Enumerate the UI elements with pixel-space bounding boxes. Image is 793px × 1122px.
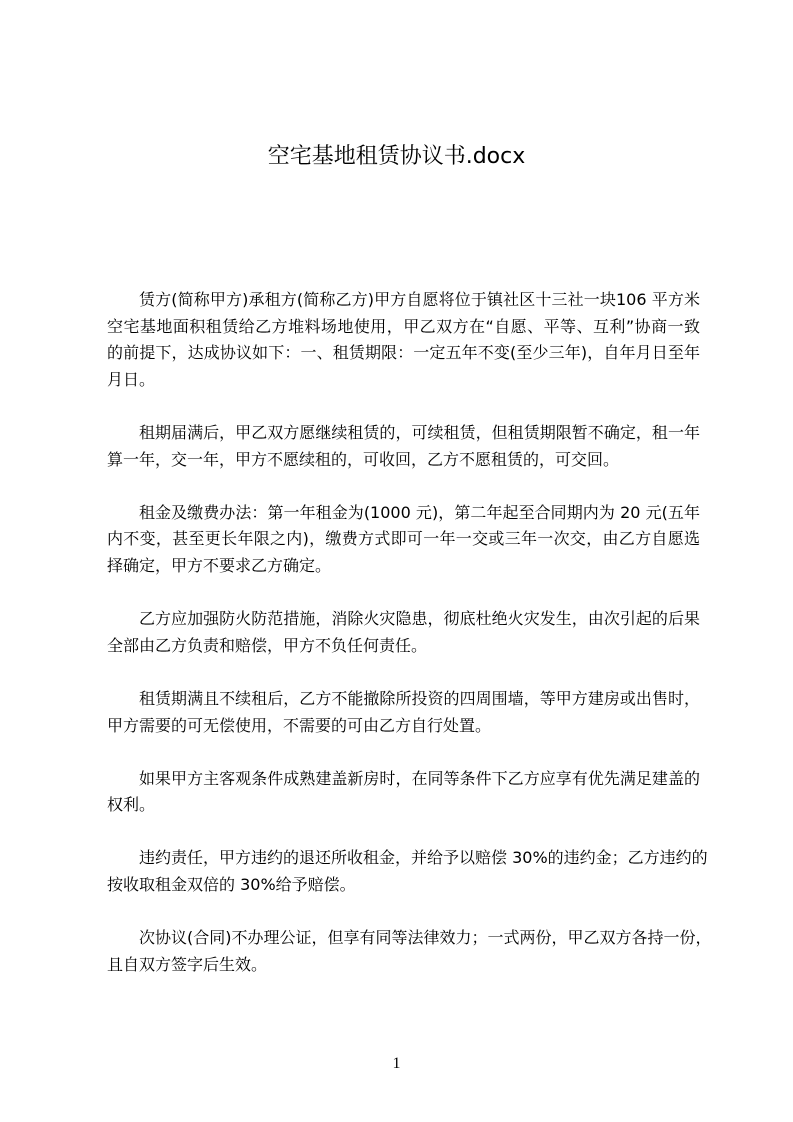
paragraph-renewal bbox=[107, 420, 700, 473]
paragraph-lease-terms bbox=[107, 287, 700, 393]
paragraph-validity bbox=[107, 925, 712, 978]
page-number: 1 bbox=[392, 1055, 401, 1072]
paragraph-line: 全部由乙方负责和赔偿，甲方不负任何责任。 bbox=[107, 635, 428, 655]
paragraph-line: 甲方需要的可无偿使用，不需要的可由乙方自行处置。 bbox=[107, 715, 492, 735]
paragraph-line: 乙方应加强防火防范措施，消除火灾隐患，彻底杜绝火灾发生，由次引起的后果 bbox=[139, 609, 700, 629]
paragraph-line: 按收取租金双倍的 30%给予赔偿。 bbox=[107, 875, 356, 895]
paragraph-line: 择确定，甲方不要求乙方确定。 bbox=[107, 555, 332, 575]
paragraph-line: 内不变，甚至更长年限之内)，缴费方式即可一年一交或三年一次交，由乙方自愿选 bbox=[107, 529, 700, 549]
paragraph-line: 租赁期满且不续租后，乙方不能撤除所投资的四周围墙，等甲方建房或出售时， bbox=[139, 688, 700, 708]
paragraph-rent-payment bbox=[107, 500, 700, 580]
paragraph-line: 权利。 bbox=[107, 795, 156, 815]
paragraph-line: 月日。 bbox=[107, 369, 156, 389]
paragraph-line: 租金及缴费办法：第一年租金为(1000 元)，第二年起至合同期内为 20 元(五年 bbox=[139, 502, 700, 522]
paragraph-line: 的前提下，达成协议如下：一、租赁期限：一定五年不变(至少三年)，自年月日至年 bbox=[107, 343, 700, 363]
paragraph-line: 违约责任，甲方违约的退还所收租金，并给予以赔偿 30%的违约金；乙方违约的 bbox=[139, 848, 708, 868]
paragraph-priority-rights bbox=[107, 766, 700, 819]
paragraph-line: 租期届满后，甲乙双方愿继续租赁的，可续租赁，但租赁期限暂不确定，租一年 bbox=[139, 422, 700, 442]
document-body bbox=[107, 287, 712, 1005]
paragraph-breach bbox=[107, 845, 708, 898]
paragraph-line: 且自双方签字后生效。 bbox=[107, 954, 268, 974]
paragraph-walls bbox=[107, 686, 700, 739]
paragraph-line: 空宅基地面积租赁给乙方堆料场地使用，甲乙双方在“自愿、平等、互利”协商一致 bbox=[107, 316, 700, 336]
document-title: 空宅基地租赁协议书.docx bbox=[267, 144, 526, 169]
paragraph-line: 次协议(合同)不办理公证，但享有同等法律效力；一式两份，甲乙双方各持一份， bbox=[139, 928, 712, 948]
paragraph-fire-safety bbox=[107, 606, 700, 659]
paragraph-line: 算一年，交一年，甲方不愿续租的，可收回，乙方不愿租赁的，可交回。 bbox=[107, 449, 620, 469]
paragraph-line: 赁方(简称甲方)承租方(简称乙方)甲方自愿将位于镇社区十三社一块106 平方米 bbox=[139, 290, 700, 309]
paragraph-line: 如果甲方主客观条件成熟建盖新房时，在同等条件下乙方应享有优先满足建盖的 bbox=[139, 768, 700, 788]
